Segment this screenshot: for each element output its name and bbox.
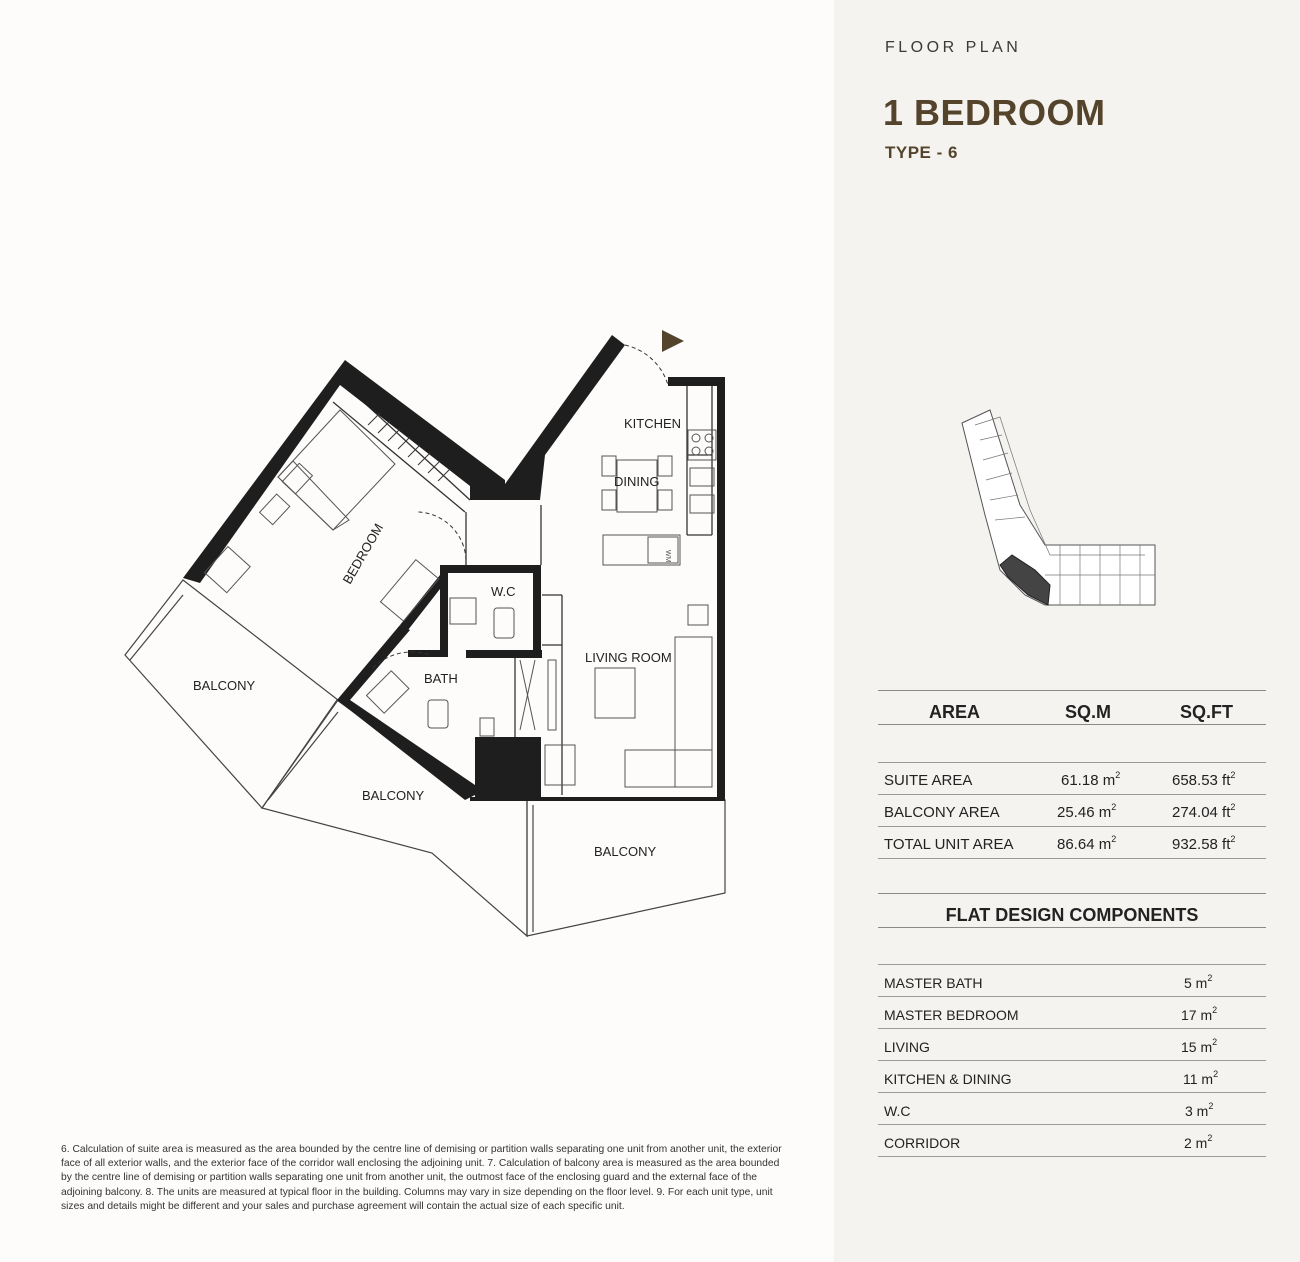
room-label-wc: W.C	[491, 584, 516, 599]
key-plan-diagram	[950, 405, 1160, 615]
room-label-bath: BATH	[424, 671, 458, 686]
room-label-balcony-center: BALCONY	[362, 788, 425, 803]
entry-arrow-icon	[662, 330, 684, 352]
area-row-sqft: 274.04 $ft^2$	[1172, 802, 1236, 821]
component-row-value: 17 $m^2$	[1181, 1005, 1218, 1023]
room-label-living: LIVING ROOM	[585, 650, 672, 665]
area-row-sqm: 25.46 $m^2$	[1057, 802, 1117, 821]
area-row-sqft: 932.58 $ft^2$	[1172, 834, 1236, 853]
component-row-label: MASTER BATH	[884, 975, 983, 991]
area-row-label: TOTAL UNIT AREA	[884, 836, 1014, 853]
area-header-label: AREA	[929, 702, 981, 722]
area-row-label: BALCONY AREA	[884, 804, 1000, 821]
component-row-label: W.C	[884, 1103, 911, 1119]
area-row-sqm: 61.18 $m^2$	[1061, 770, 1121, 789]
component-row-value: 5 $m^2$	[1184, 973, 1213, 991]
room-label-balcony-left: BALCONY	[193, 678, 256, 693]
door-swings	[373, 345, 668, 668]
area-row-label: SUITE AREA	[884, 772, 973, 789]
component-row-label: LIVING	[884, 1039, 930, 1055]
components-table	[878, 893, 1266, 1163]
component-row-value: 15 $m^2$	[1181, 1037, 1218, 1055]
component-row-label: MASTER BEDROOM	[884, 1007, 1019, 1023]
room-label-bedroom: BEDROOM	[339, 520, 387, 587]
area-header-sqft: SQ.FT	[1180, 702, 1233, 722]
room-label-balcony-right: BALCONY	[594, 844, 657, 859]
component-row-value: 2 $m^2$	[1184, 1133, 1213, 1151]
room-label-kitchen: KITCHEN	[624, 416, 682, 431]
area-table	[878, 690, 1266, 860]
area-row-sqm: 86.64 $m^2$	[1057, 834, 1117, 853]
exterior-walls	[183, 335, 725, 801]
eyebrow-label: FLOOR PLAN	[885, 39, 1022, 56]
page-title: 1 BEDROOM	[883, 92, 1106, 133]
unit-type: TYPE - 6	[885, 143, 958, 162]
components-title: FLAT DESIGN COMPONENTS	[945, 905, 1199, 925]
component-row-value: 11 $m^2$	[1183, 1069, 1219, 1087]
component-row-label: KITCHEN & DINING	[884, 1071, 1012, 1087]
area-row-sqft: 658.53 $ft^2$	[1172, 770, 1236, 789]
area-header-sqm: SQ.M	[1065, 702, 1112, 722]
component-row-value: 3 $m^2$	[1185, 1101, 1214, 1119]
component-row-label: CORRIDOR	[884, 1135, 961, 1151]
room-label-dining: DINING	[614, 474, 660, 489]
washing-machine-label: WM	[664, 550, 671, 563]
disclaimer-footnote: 6. Calculation of suite area is measured as the area bounded by the centre line of demising or partition walls separating one unit from another unit, the exterior face of all exterior walls, and the exterior face of the corridor wall enclosing the adjoining unit. 7. Calculation of balcony area is measured as the area bounded by the centre line of demising or partition walls separating one unit from another unit, the outmost face of the enclosing guard and the external face of the adjoining balcony. 8. The units are measured at typical floor in the building. Columns may vary in size depending on the floor level. 9. For each unit type, unit sizes and details might be different and your sales and purchase agreement will contain the actual size of each specific unit.	[61, 1144, 782, 1212]
